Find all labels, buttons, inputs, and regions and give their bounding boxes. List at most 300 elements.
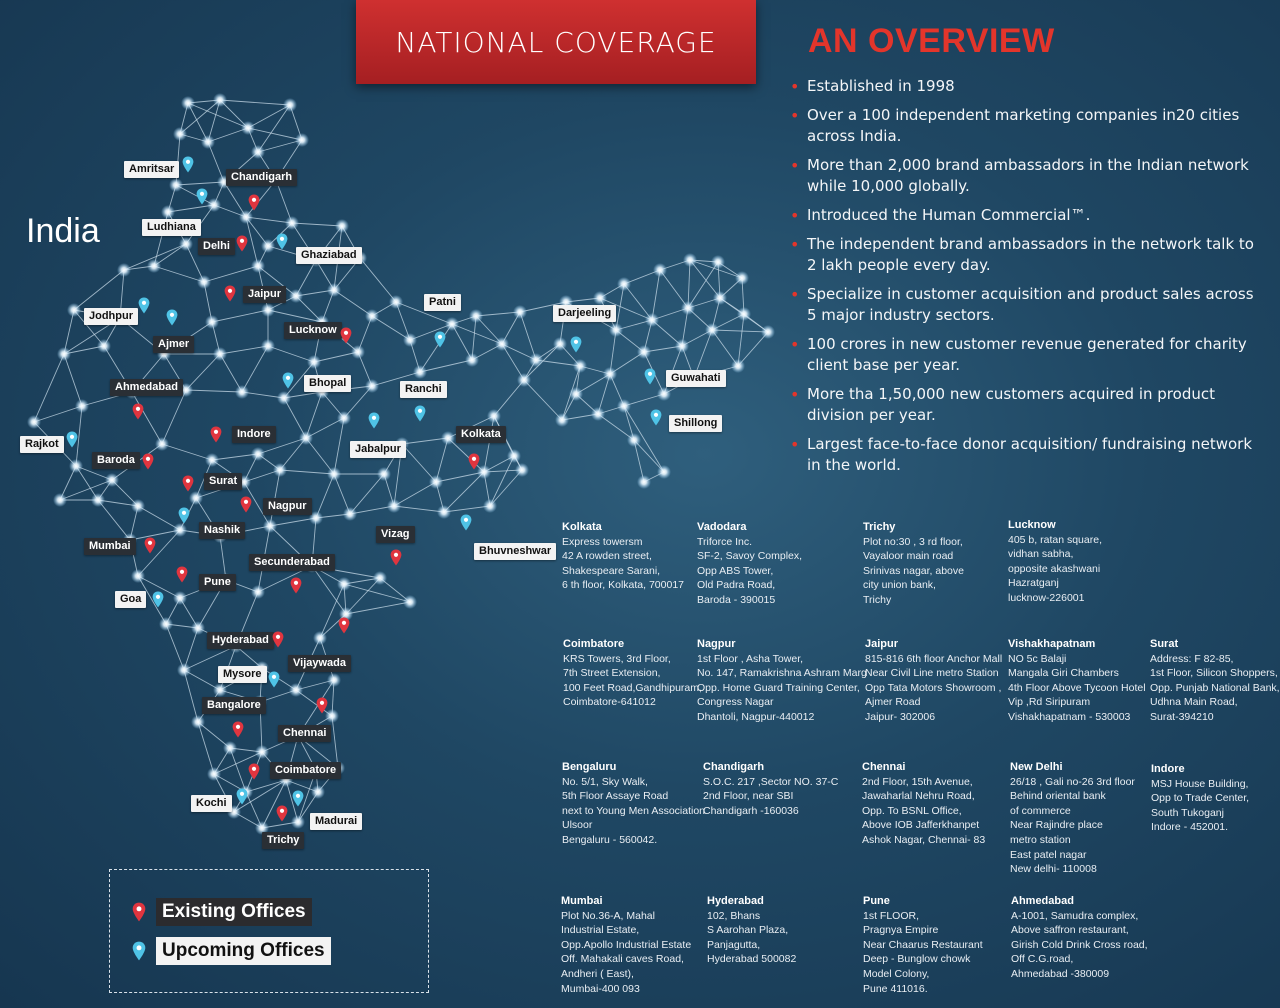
map-pin-icon: [236, 235, 248, 252]
network-node: [251, 145, 265, 159]
office-address-line: S Aarohan Plaza,: [707, 924, 789, 937]
office-address-line: Bengaluru - 560042.: [562, 833, 658, 846]
map-pin-icon: [650, 409, 662, 426]
city-label-trichy: Trichy: [262, 832, 304, 849]
map-pin-icon: [196, 188, 208, 205]
office-city: Mumbai: [561, 895, 603, 907]
office-address-line: 4th Floor Above Tycoon Hotel: [1008, 681, 1146, 694]
city-label-kochi: Kochi: [191, 795, 232, 812]
network-node: [261, 239, 275, 253]
city-label-amritsar: Amritsar: [124, 161, 179, 178]
map-pin-icon: [152, 591, 164, 608]
legend-upcoming-label: Upcoming Offices: [156, 937, 331, 965]
map-pin-icon: [414, 405, 426, 422]
network-node: [683, 253, 697, 267]
office-address-line: 102, Bhans: [707, 909, 761, 922]
network-node: [337, 577, 351, 591]
office-address-line: Opp. To BSNL Office,: [862, 804, 962, 817]
map-pin-icon: [248, 763, 260, 780]
office-address-line: KRS Towers, 3rd Floor,: [563, 652, 671, 665]
network-node: [131, 499, 145, 513]
network-node: [373, 571, 387, 585]
map-pin-icon: [268, 671, 280, 688]
city-label-mysore: Mysore: [218, 666, 267, 683]
network-node: [731, 359, 745, 373]
office-address-line: city union bank,: [863, 579, 936, 592]
overview-title: AN OVERVIEW: [808, 22, 1055, 60]
network-node: [177, 663, 191, 677]
network-node: [335, 219, 349, 233]
overview-item: • Established in 1998: [790, 76, 1260, 97]
network-node: [429, 475, 443, 489]
map-pin-icon: [182, 156, 194, 173]
city-label-guwahati: Guwahati: [666, 370, 726, 387]
network-node: [365, 379, 379, 393]
network-node: [263, 519, 277, 533]
network-node: [487, 409, 501, 423]
city-label-bhuvneshwar: Bhuvneshwar: [474, 543, 556, 560]
office-address-line: No. 5/1, Sky Walk,: [562, 775, 648, 788]
office-address-line: Deep - Bunglow chowk: [863, 953, 971, 966]
network-node: [213, 347, 227, 361]
network-node: [337, 411, 351, 425]
city-label-vijaywada: Vijaywada: [288, 655, 351, 672]
city-label-nagpur: Nagpur: [263, 498, 312, 515]
network-node: [465, 353, 479, 367]
network-node: [67, 303, 81, 317]
office-address-line: SF-2, Savoy Complex,: [697, 550, 803, 563]
country-label: India: [26, 212, 100, 250]
map-pin-icon: [132, 403, 144, 420]
network-node: [179, 237, 193, 251]
network-node: [327, 467, 341, 481]
network-node: [197, 275, 211, 289]
network-node: [593, 291, 607, 305]
network-node: [273, 463, 287, 477]
office-indore: [1151, 762, 1280, 835]
office-hyderabad: [707, 894, 857, 967]
legend-existing-label: Existing Offices: [156, 898, 312, 926]
office-address-line: East patel nagar: [1010, 848, 1087, 861]
city-label-ludhiana: Ludhiana: [142, 219, 201, 236]
office-city: Hyderabad: [707, 895, 764, 907]
network-node: [365, 309, 379, 323]
network-node: [327, 283, 341, 297]
network-node: [289, 683, 303, 697]
network-node: [413, 365, 427, 379]
network-node: [343, 507, 357, 521]
office-address-line: Off C.G.road,: [1011, 953, 1074, 966]
city-label-chandigarh: Chandigarh: [226, 169, 297, 186]
office-address-line: A-1001, Samudra complex,: [1011, 909, 1139, 922]
map-pin-icon: [276, 233, 288, 250]
office-address-line: Mumbai-400 093: [561, 982, 640, 995]
map-pin-icon: [282, 372, 294, 389]
network-node: [591, 407, 605, 421]
office-address-line: lucknow-226001: [1008, 591, 1085, 604]
office-address-line: Opp Tata Motors Showroom ,: [865, 681, 1002, 694]
network-node: [627, 433, 641, 447]
network-node: [173, 127, 187, 141]
office-city: Vadodara: [697, 521, 747, 533]
office-address-line: 7th Street Extension,: [563, 667, 661, 680]
legend-upcoming: [132, 937, 331, 965]
legend-existing: [132, 898, 312, 926]
city-label-darjeeling: Darjeeling: [553, 305, 616, 322]
office-city: Chennai: [862, 761, 906, 773]
network-node: [155, 437, 169, 451]
office-city: Ahmedabad: [1011, 895, 1074, 907]
city-label-chennai: Chennai: [278, 725, 331, 742]
office-address-line: Panjagutta,: [707, 938, 761, 951]
office-new-delhi: [1010, 760, 1160, 877]
map-pin-icon: [340, 327, 352, 344]
office-pune: [863, 894, 1013, 996]
map-pin-icon: [460, 514, 472, 531]
office-address-line: vidhan sabha,: [1008, 548, 1074, 561]
office-address-line: NO 5c Balaji: [1008, 652, 1067, 665]
office-address-line: 1st Floor, Silicon Shoppers,: [1150, 667, 1278, 680]
office-city: Vishakhapatnam: [1008, 638, 1096, 650]
office-kolkata: [562, 520, 712, 593]
network-node: [57, 347, 71, 361]
office-address-line: 42 A rowden street,: [562, 550, 652, 563]
network-node: [117, 263, 131, 277]
office-address-line: Plot no:30 , 3 rd floor,: [863, 535, 963, 548]
network-node: [261, 339, 275, 353]
network-node: [147, 259, 161, 273]
network-node: [277, 391, 291, 405]
city-label-jabalpur: Jabalpur: [350, 441, 406, 458]
network-node: [515, 463, 529, 477]
network-node: [645, 313, 659, 327]
city-label-mumbai: Mumbai: [84, 538, 136, 555]
network-node: [213, 93, 227, 107]
network-node: [207, 767, 221, 781]
office-address-line: Dhantoli, Nagpur-440012: [697, 710, 815, 723]
office-vishakhapatnam: [1008, 637, 1158, 725]
network-node: [251, 447, 265, 461]
office-address-line: 6 th floor, Kolkata, 700017: [562, 579, 685, 592]
network-node: [299, 431, 313, 445]
network-node: [351, 345, 365, 359]
network-node: [711, 255, 725, 269]
office-address-line: Opp.Apollo Industrial Estate: [561, 938, 692, 951]
overview-item: • Specialize in customer acquisition and product sales across 5 major industry sectors.: [790, 284, 1260, 326]
map-pin-icon: [276, 805, 288, 822]
office-city: Kolkata: [562, 521, 602, 533]
map-pin-icon: [66, 431, 78, 448]
network-node: [131, 569, 145, 583]
office-city: New Delhi: [1010, 761, 1063, 773]
office-address-line: Trichy: [863, 593, 892, 606]
office-address-line: Vip ,Rd Siripuram: [1008, 696, 1091, 709]
office-address-line: Vayaloor main road: [863, 550, 954, 563]
city-label-madurai: Madurai: [310, 813, 362, 830]
office-address-line: opposite akashwani: [1008, 562, 1101, 575]
overview-list: [790, 76, 1260, 484]
city-label-delhi: Delhi: [198, 238, 235, 255]
network-node: [761, 325, 775, 339]
office-address-line: Opp to Trade Center,: [1151, 792, 1250, 805]
network-node: [159, 617, 173, 631]
map-pin-icon: [290, 577, 302, 594]
office-address-line: Vishakhapatnam - 530003: [1008, 710, 1131, 723]
overview-item: • 100 crores in new customer revenue generated for charity client base per year.: [790, 334, 1260, 376]
office-address-line: Model Colony,: [863, 967, 930, 980]
network-node: [737, 307, 751, 321]
office-city: Nagpur: [697, 638, 736, 650]
office-city: Trichy: [863, 521, 896, 533]
office-address-line: Opp ABS Tower,: [697, 564, 774, 577]
city-label-baroda: Baroda: [92, 452, 140, 469]
page-title: NATIONAL COVERAGE: [356, 0, 756, 84]
network-node: [91, 493, 105, 507]
office-trichy: [863, 520, 1013, 608]
office-mumbai: [561, 894, 711, 996]
overview-item: • Over a 100 independent marketing companies in20 cities across India.: [790, 105, 1260, 147]
network-node: [637, 475, 651, 489]
network-node: [681, 301, 695, 315]
network-node: [291, 815, 305, 829]
network-node: [75, 399, 89, 413]
city-label-bhopal: Bhopal: [304, 375, 351, 392]
office-address-line: 1st Floor , Asha Tower,: [697, 652, 804, 665]
network-node: [513, 305, 527, 319]
overview-item: • Largest face-to-face donor acquisition/ fundraising network in the world.: [790, 434, 1260, 476]
city-label-coimbatore: Coimbatore: [270, 762, 341, 779]
office-address-line: Mangala Giri Chambers: [1008, 667, 1119, 680]
city-label-jodhpur: Jodhpur: [84, 308, 138, 325]
city-label-ranchi: Ranchi: [400, 381, 447, 398]
network-node: [313, 631, 327, 645]
map-pin-icon: [316, 697, 328, 714]
office-address-line: Above IOB Jafferkhanpet: [862, 819, 980, 832]
network-node: [657, 387, 671, 401]
network-node: [403, 595, 417, 609]
office-address-line: Shakespeare Sarani,: [562, 564, 661, 577]
office-city: Pune: [863, 895, 890, 907]
network-node: [105, 473, 119, 487]
network-node: [307, 355, 321, 369]
city-label-hyderabad: Hyderabad: [207, 632, 274, 649]
office-address-line: 1st FLOOR,: [863, 909, 920, 922]
office-address-line: 2nd Floor, 15th Avenue,: [862, 775, 973, 788]
legend: [109, 869, 429, 993]
city-label-shillong: Shillong: [669, 415, 722, 432]
network-node: [441, 431, 455, 445]
city-label-rajkot: Rajkot: [20, 436, 64, 453]
office-address-line: 100 Feet Road,Gandhipuram,: [563, 681, 702, 694]
network-node: [289, 289, 303, 303]
map-pin-icon: [240, 496, 252, 513]
network-node: [735, 271, 749, 285]
network-node: [403, 333, 417, 347]
office-address-line: Jaipur- 302006: [865, 710, 936, 723]
office-address-line: 26/18 , Gali no-26 3rd floor: [1010, 775, 1135, 788]
network-node: [573, 359, 587, 373]
network-node: [327, 673, 341, 687]
network-node: [483, 499, 497, 513]
network-node: [189, 491, 203, 505]
network-node: [53, 493, 67, 507]
office-city: Indore: [1151, 763, 1185, 775]
network-node: [207, 198, 221, 212]
map-pin-icon: [468, 453, 480, 470]
network-node: [653, 263, 667, 277]
map-pin-icon: [224, 285, 236, 302]
network-node: [285, 216, 299, 230]
network-node: [201, 135, 215, 149]
office-address-line: Congress Nagar: [697, 696, 774, 709]
network-node: [173, 591, 187, 605]
map-pin-icon: [144, 537, 156, 554]
network-node: [377, 467, 391, 481]
network-node: [295, 133, 309, 147]
city-label-secunderabad: Secunderabad: [249, 554, 335, 571]
office-address-line: No. 147, Ramakrishna Ashram Marg: [697, 667, 867, 680]
office-city: Lucknow: [1008, 519, 1056, 531]
map-pin-icon: [176, 566, 188, 583]
office-address-line: Plot No.36-A, Mahal: [561, 909, 655, 922]
office-address-line: Girish Cold Drink Cross road,: [1011, 938, 1148, 951]
office-address-line: 2nd Floor, near SBI: [703, 790, 794, 803]
map-pin-icon: [178, 507, 190, 524]
map-pin-icon: [390, 549, 402, 566]
network-node: [657, 465, 671, 479]
office-address-line: Andheri ( East),: [561, 967, 634, 980]
map-pin-icon: [272, 631, 284, 648]
network-node: [283, 98, 297, 112]
office-chennai: [862, 760, 1012, 848]
network-node: [617, 399, 631, 413]
city-label-kolkata: Kolkata: [456, 426, 506, 443]
city-label-vizag: Vizag: [376, 526, 415, 543]
network-node: [235, 385, 249, 399]
office-address-line: Ashok Nagar, Chennai- 83: [862, 833, 986, 846]
office-jaipur: [865, 637, 1015, 725]
map-pin-icon: [236, 788, 248, 805]
network-node: [239, 210, 253, 224]
office-address-line: Old Padra Road,: [697, 579, 776, 592]
network-node: [555, 413, 569, 427]
office-address-line: Behind oriental bank: [1010, 790, 1106, 803]
office-address-line: Above saffron restaurant,: [1011, 924, 1129, 937]
network-node: [705, 323, 719, 337]
office-address-line: MSJ House Building,: [1151, 777, 1249, 790]
office-address-line: Jawaharlal Nehru Road,: [862, 790, 975, 803]
city-label-ajmer: Ajmer: [153, 336, 194, 353]
map-pin-icon: [644, 368, 656, 385]
network-node: [609, 323, 623, 337]
city-label-nashik: Nashik: [199, 522, 245, 539]
office-city: Coimbatore: [563, 638, 625, 650]
office-address-line: Udhna Main Road,: [1150, 696, 1238, 709]
network-node: [213, 683, 227, 697]
city-label-surat: Surat: [204, 473, 242, 490]
office-address-line: Near Civil Line metro Station: [865, 667, 999, 680]
office-address-line: Express towersm: [562, 535, 643, 548]
office-address-line: Indore - 452001.: [1151, 821, 1229, 834]
network-node: [191, 621, 205, 635]
map-pin-icon: [232, 721, 244, 738]
office-address-line: Coimbatore-641012: [563, 696, 656, 709]
office-address-line: Off. Mahakali caves Road,: [561, 953, 684, 966]
office-address-line: Pune 411016.: [863, 982, 928, 995]
network-node: [169, 178, 183, 192]
office-vadodara: [697, 520, 847, 608]
network-node: [69, 459, 83, 473]
city-label-ahmedabad: Ahmedabad: [110, 379, 183, 396]
network-node: [223, 741, 237, 755]
office-address-line: Surat-394210: [1150, 710, 1214, 723]
city-label-patni: Patni: [424, 294, 461, 311]
map-pin-icon: [338, 617, 350, 634]
office-address-line: Opp. Home Guard Training Center,: [697, 681, 860, 694]
office-address-line: of commerce: [1010, 804, 1071, 817]
city-label-jaipur: Jaipur: [243, 286, 286, 303]
office-lucknow: [1008, 518, 1158, 606]
office-address-line: 5th Floor Assaye Road: [562, 790, 669, 803]
map-pin-icon: [132, 941, 146, 961]
overview-item: • More than 2,000 brand ambassadors in the Indian network while 10,000 globally.: [790, 155, 1260, 197]
network-node: [387, 499, 401, 513]
map-pin-icon: [210, 426, 222, 443]
office-address-line: Near Rajindre place: [1010, 819, 1103, 832]
network-node: [251, 259, 265, 273]
office-address-line: Ahmedabad -380009: [1011, 967, 1110, 980]
city-label-bangalore: Bangalore: [202, 697, 266, 714]
office-coimbatore: [563, 637, 713, 710]
map-pin-icon: [368, 412, 380, 429]
office-address-line: New delhi- 110008: [1010, 863, 1097, 876]
office-chandigarh: [703, 760, 853, 818]
office-address-line: South Tukoganj: [1151, 806, 1224, 819]
network-node: [553, 337, 567, 351]
office-surat: [1150, 637, 1280, 725]
map-pin-icon: [292, 790, 304, 807]
overview-item: • More tha 1,50,000 new customers acquired in product division per year.: [790, 384, 1260, 426]
office-address-line: 405 b, ratan square,: [1008, 533, 1102, 546]
network-node: [241, 121, 255, 135]
city-label-lucknow: Lucknow: [284, 322, 342, 339]
office-address-line: S.O.C. 217 ,Sector NO. 37-C: [703, 775, 839, 788]
map-pin-icon: [248, 194, 260, 211]
office-address-line: Baroda - 390015: [697, 593, 776, 606]
network-node: [469, 309, 483, 323]
network-node: [251, 585, 265, 599]
city-label-ghaziabad: Ghaziabad: [296, 247, 362, 264]
office-address-line: Chandigarh -160036: [703, 804, 799, 817]
network-node: [445, 317, 459, 331]
office-address-line: Triforce Inc.: [697, 535, 753, 548]
office-address-line: next to Young Men Association: [562, 804, 706, 817]
network-node: [507, 449, 521, 463]
office-address-line: Industrial Estate,: [561, 924, 640, 937]
office-address-line: Opp. Punjab National Bank,: [1150, 681, 1280, 694]
overview-item: • The independent brand ambassadors in the network talk to 2 lakh people every day.: [790, 234, 1260, 276]
office-address-line: metro station: [1010, 833, 1071, 846]
office-ahmedabad: [1011, 894, 1161, 982]
office-address-line: Ajmer Road: [865, 696, 921, 709]
office-address-line: Srinivas nagar, above: [863, 564, 964, 577]
network-node: [205, 315, 219, 329]
office-address-line: Address: F 82-85,: [1150, 652, 1234, 665]
office-city: Bengaluru: [562, 761, 617, 773]
network-node: [569, 387, 583, 401]
map-pin-icon: [132, 902, 146, 922]
network-node: [205, 453, 219, 467]
